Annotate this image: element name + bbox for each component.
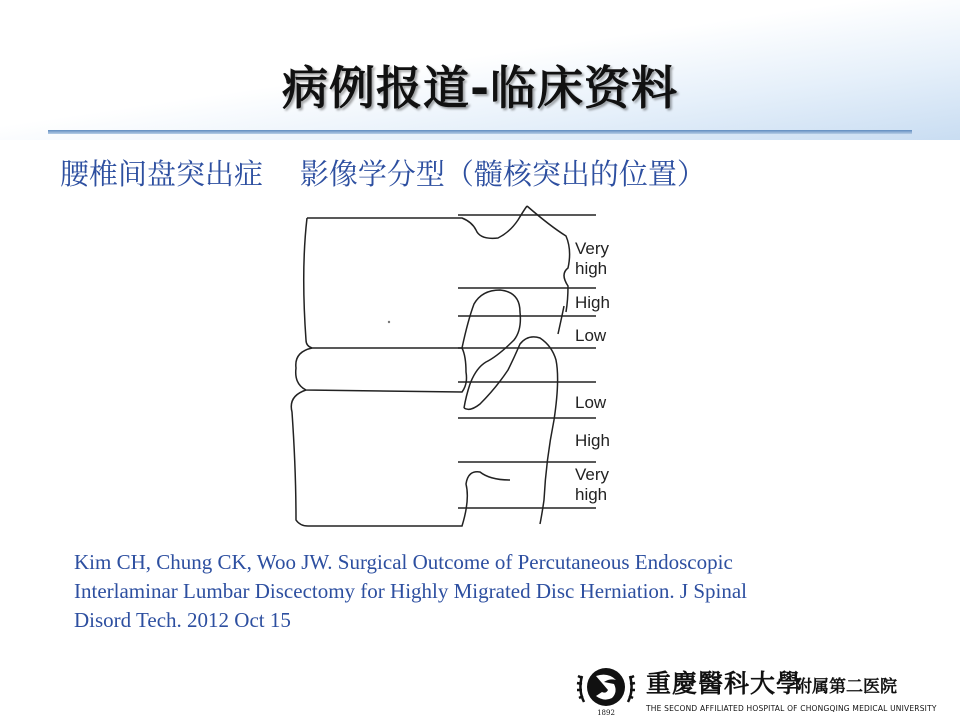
hospital-name: 重慶醫科大學 [646, 669, 803, 698]
zone-label-high-upper: High [575, 293, 610, 312]
zone-label-very-high-lower-1: Very [575, 465, 610, 484]
zone-label-very-high-upper-2: high [575, 259, 608, 278]
zone-label-low-upper: Low [575, 326, 607, 345]
hospital-logo [574, 662, 950, 718]
zone-label-very-high-upper-1: Very [575, 239, 610, 258]
reference-citation [74, 548, 874, 635]
citation-line-2: Interlaminar Lumbar Discectomy for Highly Migrated Disc Herniation. J Spinal [74, 579, 747, 603]
intervertebral-disc [296, 348, 467, 392]
hospital-subname: 附属第二医院 [795, 677, 897, 697]
citation-line-3: Disord Tech. 2012 Oct 15 [74, 608, 291, 632]
zone-label-high-lower: High [575, 431, 610, 450]
slide-title: 病例报道-临床资料 [281, 61, 679, 115]
hospital-emblem [574, 662, 638, 718]
zone-label-very-high-lower-2: high [575, 485, 608, 504]
lower-vertebra [291, 390, 510, 526]
citation-line-1: Kim CH, Chung CK, Woo JW. Surgical Outcome of Percutaneous Endoscopic [74, 550, 733, 574]
herniation-outline [462, 290, 520, 408]
disc-herniation-zone-diagram [280, 200, 640, 540]
slide-subtitle: 腰椎间盘突出症 影像学分型（髓核突出的位置） [60, 157, 706, 191]
migrated-fragment-outline [464, 337, 558, 524]
emblem-year: 1892 [597, 709, 615, 717]
canal-outline [527, 206, 570, 312]
title-divider [48, 130, 912, 134]
speck [388, 321, 390, 323]
zone-label-low-lower: Low [575, 393, 607, 412]
upper-vertebra [304, 206, 527, 348]
hospital-english-name: THE SECOND AFFILIATED HOSPITAL OF CHONGQING MEDICAL UNIVERSITY [646, 704, 937, 713]
